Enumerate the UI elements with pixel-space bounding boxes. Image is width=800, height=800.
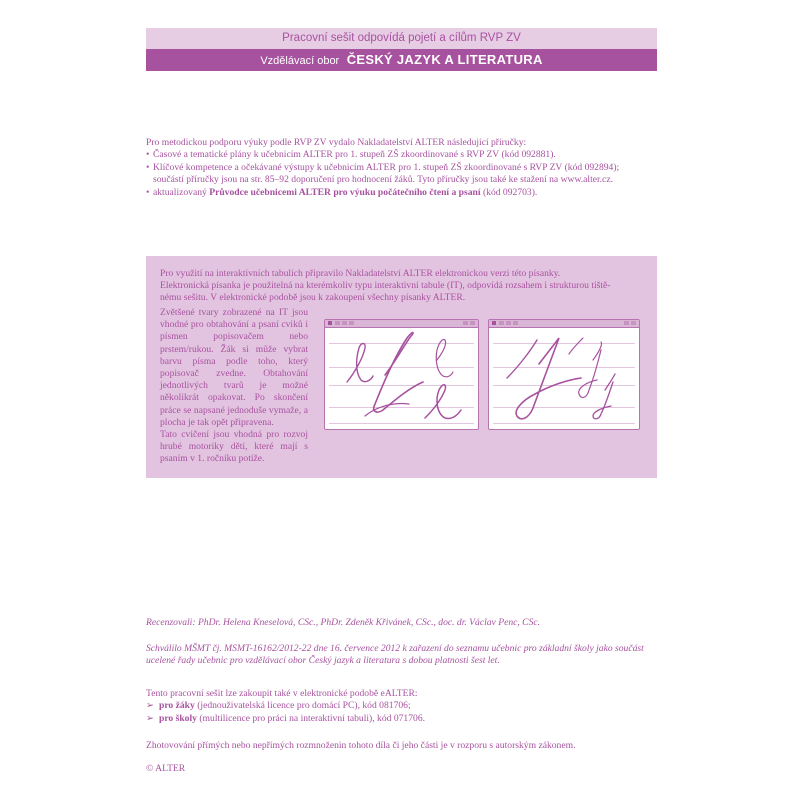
ministry-approval: Schválilo MŠMT čj. MSMT-16162/2012-22 dne 16. července 2012 k zařazení do seznamu učebnic pro základní školy jako součást ucelené řady učebnic pro vzdělávací obor Český jazyk a literatura s dobou platnosti šest let.	[146, 643, 644, 667]
whiteboard-screenshot-1	[324, 319, 479, 430]
ealter-item-schools-label: pro školy	[159, 712, 197, 724]
panel-column-text	[160, 307, 308, 466]
ealter-lead: Tento pracovní sešit lze zakoupit také v elektronické podobě eALTER:	[146, 688, 418, 699]
ealter-item-students	[146, 700, 666, 712]
intro-item-3-post: (kód 092703).	[482, 186, 538, 198]
panel-line-2: Elektronická písanka je použitelná na kterémkoliv typu interaktivní tabule (IT), odpovídá rozsahem i strukturou tiště-	[160, 280, 611, 292]
ealter-item-students-label: pro žáky	[159, 700, 195, 712]
bullet: •	[146, 161, 150, 173]
intro-item-3-title: Průvodce učebnicemi ALTER pro výuku počátečního čtení a psaní	[209, 186, 481, 198]
interactive-board-panel	[146, 256, 657, 478]
intro-item-2-line1: Klíčové kompetence a očekávané výstupy k učebnicím ALTER pro 1. stupeň ZŠ zkoordinované s RVP ZV (kód 092894);	[153, 161, 620, 173]
panel-column-paragraph-2: Tato cvičení jsou vhodná pro rozvoj hrubé motoriky dětí, které mají s psaním v 1. ročníku potíže.	[160, 429, 308, 465]
ealter-item-schools-text: (multilicence pro práci na interaktivní tabuli), kód 071706.	[199, 712, 426, 724]
intro-item-2	[146, 162, 666, 174]
header-subject-title: ČESKÝ JAZYK A LITERATURA	[346, 52, 543, 67]
panel-intro	[160, 268, 646, 305]
panel-line-1: Pro využití na interaktivních tabulích připravilo Nakladatelství ALTER elektronickou verzi této písanky.	[160, 268, 561, 279]
intro-lead: Pro metodickou podporu výuky podle RVP ZV vydalo Nakladatelství ALTER následující příručky:	[146, 137, 527, 148]
handwriting-letters-j	[489, 320, 639, 429]
arrow-bullet-icon: ➢	[146, 700, 155, 712]
ealter-section	[146, 688, 666, 725]
header-subject-bar	[146, 49, 657, 71]
bullet: •	[146, 149, 150, 161]
intro-item-1	[146, 149, 666, 161]
copyright-notice: Zhotovování přímých nebo nepřímých rozmnoženin tohoto díla či jeho části je v rozporu s autorským zákonem.	[146, 740, 576, 751]
whiteboard-screenshot-2	[488, 319, 640, 430]
intro-section	[146, 137, 666, 199]
intro-item-3-pre: aktualizovaný	[153, 186, 207, 198]
reviewers: Recenzovali: PhDr. Helena Kneselová, CSc., PhDr. Zdeněk Křivánek, CSc., doc. dr. Václav Penc, CSc.	[146, 617, 541, 628]
bullet: •	[146, 186, 150, 198]
panel-line-3: nému sešitu. V elektronické podobě jsou k zakoupení všechny písanky ALTER.	[160, 292, 466, 304]
copyright: © ALTER	[146, 763, 186, 774]
panel-column-paragraph-1: Zvětšené tvary zobrazené na IT jsou vhodné pro obtahování a psaní cviků i písmen popisovačem nebo prstem/rukou. Žák si může vybrat barvu písma podle toho, který popisovač zvedne. Obtahování jednotlivých tvarů je možné několikrát opakovat. Po skončení práce se napsané jednoduše vymaže, a plocha je tak opět připravena.	[160, 307, 308, 428]
intro-item-2-line2: součástí příručky jsou na str. 85–92 doporučení pro hodnocení žáků. Tyto příručky jsou také ke stažení na www.alter.cz.	[153, 174, 613, 186]
header-subtitle: Pracovní sešit odpovídá pojetí a cílům RVP ZV	[146, 28, 657, 49]
arrow-bullet-icon: ➢	[146, 712, 155, 724]
ealter-item-students-text: (jednouživatelská licence pro domácí PC), kód 081706;	[197, 700, 411, 712]
handwriting-letters-l	[325, 320, 478, 429]
intro-item-3	[146, 187, 666, 199]
header-subject-prefix: Vzdělávací obor	[260, 55, 340, 67]
intro-item-1-text: Časové a tematické plány k učebnicím ALTER pro 1. stupeň ZŠ zkoordinované s RVP ZV (kód 092881).	[153, 149, 556, 161]
ealter-item-schools	[146, 713, 666, 725]
